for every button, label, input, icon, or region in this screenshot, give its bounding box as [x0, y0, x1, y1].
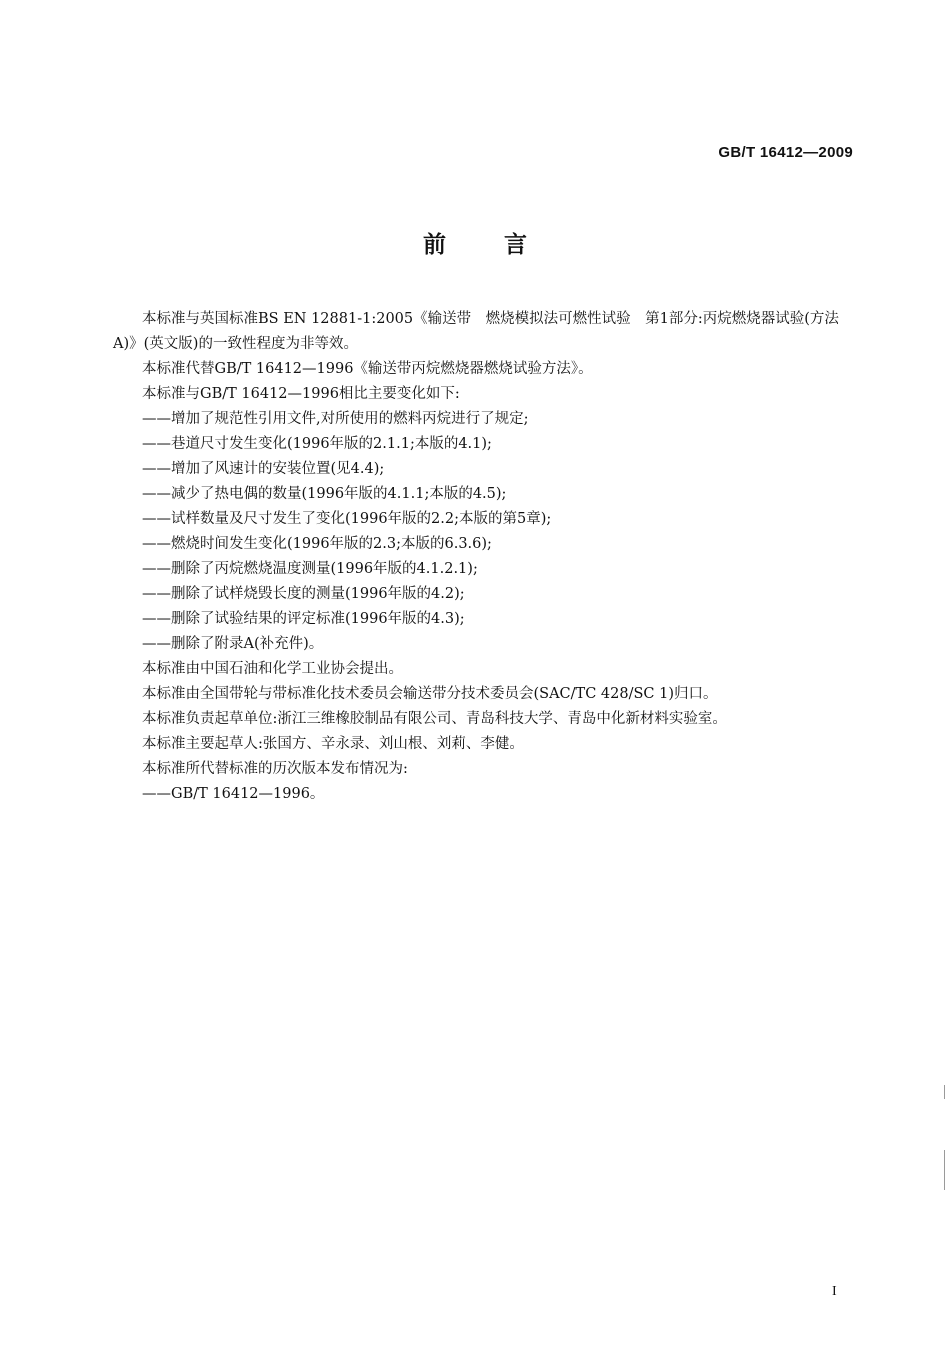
change-item: ——巷道尺寸发生变化(1996年版的2.1.1;本版的4.1);: [142, 436, 492, 452]
paragraph-replaces: 本标准代替GB/T 16412—1996《输送带丙烷燃烧器燃烧试验方法》。: [142, 361, 593, 377]
change-item: ——试样数量及尺寸发生了变化(1996年版的2.2;本版的第5章);: [142, 511, 552, 527]
page-number: I: [832, 1284, 837, 1299]
change-item: ——删除了附录A(补充件)。: [142, 636, 324, 652]
change-item: ——删除了丙烷燃烧温度测量(1996年版的4.1.2.1);: [142, 561, 478, 577]
change-item: ——燃烧时间发生变化(1996年版的2.3;本版的6.3.6);: [142, 536, 492, 552]
paragraph-history-intro: 本标准所代替标准的历次版本发布情况为:: [142, 761, 408, 777]
paragraph-changes-intro: 本标准与GB/T 16412—1996相比主要变化如下:: [142, 386, 460, 402]
change-item: ——增加了风速计的安装位置(见4.4);: [142, 461, 385, 477]
paragraph-drafting-units: 本标准负责起草单位:浙江三维橡胶制品有限公司、青岛科技大学、青岛中化新材料实验室。: [142, 711, 727, 727]
document-body: [113, 307, 855, 807]
change-item: ——减少了热电偶的数量(1996年版的4.1.1;本版的4.5);: [142, 486, 507, 502]
standard-number: GB/T 16412—2009: [718, 144, 853, 161]
change-item: ——删除了试样烧毁长度的测量(1996年版的4.2);: [142, 586, 465, 602]
paragraph-proposer: 本标准由中国石油和化学工业协会提出。: [142, 661, 403, 677]
paragraph-equivalence: 本标准与英国标准BS EN 12881-1:2005《输送带 燃烧模拟法可燃性试验 第1部分:丙烷燃烧器试验(方法A)》(英文版)的一致性程度为非等效。: [113, 311, 839, 352]
paragraph-committee: 本标准由全国带轮与带标准化技术委员会输送带分技术委员会(SAC/TC 428/SC 1)归口。: [142, 686, 718, 702]
scan-edge-mark: [944, 1150, 945, 1190]
page-title: 前言: [423, 232, 585, 258]
change-item: ——删除了试验结果的评定标准(1996年版的4.3);: [142, 611, 465, 627]
history-item: ——GB/T 16412—1996。: [142, 786, 325, 802]
paragraph-drafters: 本标准主要起草人:张国方、辛永录、刘山根、刘莉、李健。: [142, 736, 524, 752]
scan-edge-mark: [944, 1085, 945, 1099]
change-item: ——增加了规范性引用文件,对所使用的燃料丙烷进行了规定;: [142, 411, 529, 427]
